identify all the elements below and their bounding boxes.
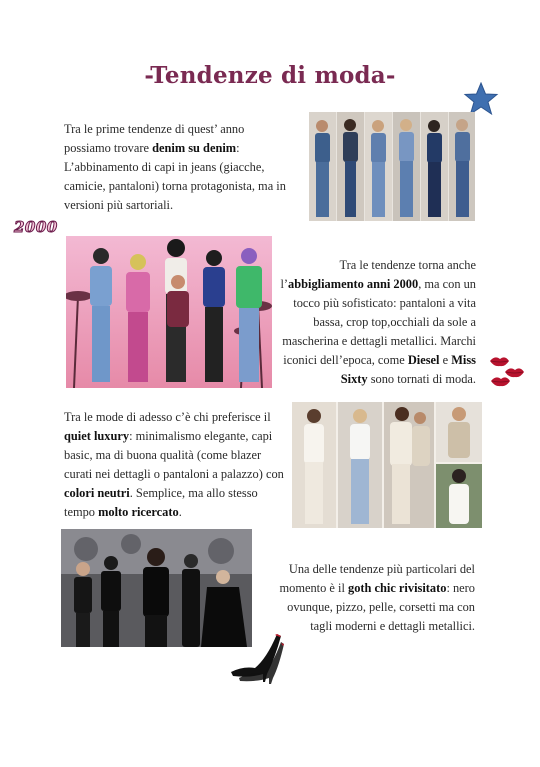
bold-keyword: goth chic rivisitato (348, 581, 447, 595)
text-run: . (178, 505, 182, 519)
section-quiet-luxury-text (64, 408, 286, 522)
text-run: : minimalismo elegante, capi basic, ma di buona qualità (come blazer curati nei dettagli o pantaloni a palazzo) con (64, 429, 284, 481)
bold-keyword: Miss Sixty (340, 353, 476, 386)
section-y2k-text (278, 256, 476, 389)
text-run: Tra le mode di adesso c’è chi preferisce il (64, 410, 271, 424)
text-run: sono tornati di moda. (367, 372, 476, 386)
goth-chic-photo (61, 529, 252, 647)
star-icon (463, 82, 499, 116)
denim-outfits-photo (309, 112, 475, 221)
bold-keyword: quiet luxury (64, 429, 130, 443)
bold-keyword: molto ricercato (98, 505, 179, 519)
text-run: : nero ovunque, pizzo, pelle, corsetti ma con tagli moderni e dettagli metallici. (287, 581, 475, 633)
text-run: e (439, 353, 452, 367)
y2k-outfits-photo (66, 236, 272, 388)
page-title: -Tendenze di moda- (144, 62, 396, 89)
section-goth-chic-text (278, 560, 475, 636)
sticker-2000: 2000 (14, 218, 58, 236)
text-run: Una delle tendenze più particolari del momento è il (279, 562, 475, 595)
lipstick-kiss-icon (487, 352, 527, 392)
text-run: Tra le prime tendenze di quest’ anno possiamo trovare (64, 122, 245, 155)
bold-keyword: colori neutri (64, 486, 130, 500)
text-run: Tra le tendenze torna anche l’ (280, 258, 476, 291)
high-heel-shoes-icon (225, 628, 287, 684)
text-run: : L’abbinamento di capi in jeans (giacche, camicie, pantaloni) torna protagonista, ma in versioni più sartoriali. (64, 141, 286, 212)
bold-keyword: denim su denim (152, 141, 237, 155)
text-run: . Semplice, ma allo stesso tempo (64, 486, 258, 519)
bold-keyword: abbigliamento anni 2000 (288, 277, 419, 291)
bold-keyword: Diesel (407, 353, 440, 367)
quiet-luxury-photo (292, 402, 482, 528)
text-run: , ma con un tocco più sofisticato: pantaloni a vita bassa, crop top,occhiali da sole a mascherina e dettagli metallici. Marchi iconici dell’epoca, come (282, 277, 476, 367)
section-denim-text (64, 120, 286, 215)
